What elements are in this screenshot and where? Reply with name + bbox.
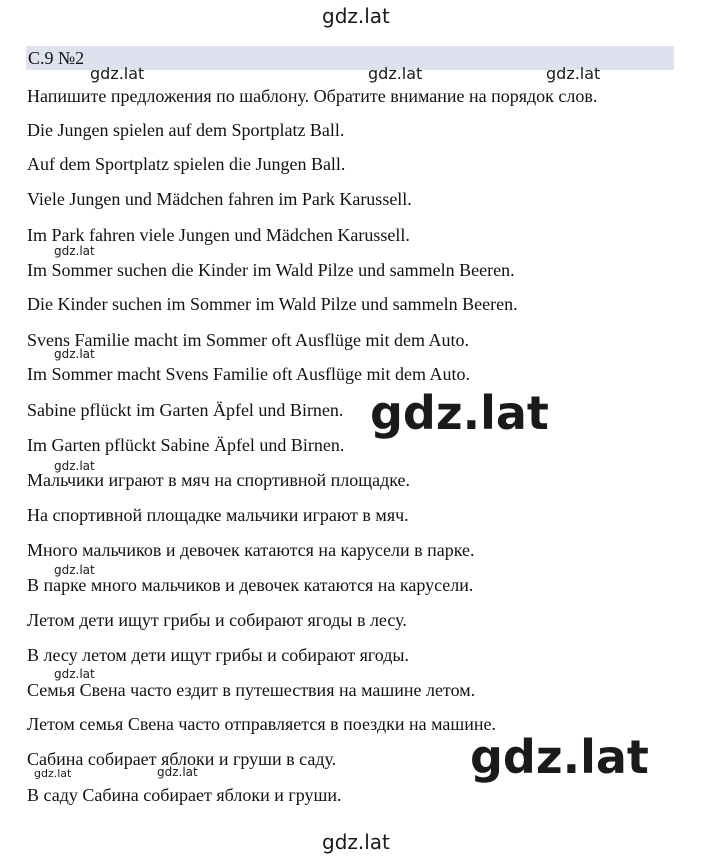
watermark-small: gdz.lat xyxy=(54,563,95,577)
watermark-small: gdz.lat xyxy=(546,64,601,83)
exercise-header: С.9 №2 xyxy=(28,48,85,68)
sentence-line: Семья Свена часто ездит в путешествия на машине летом. xyxy=(27,680,476,700)
sentence-line: Die Jungen spielen auf dem Sportplatz Ball. xyxy=(27,120,345,140)
watermark-bottom: gdz.lat xyxy=(322,830,390,854)
watermark-small: gdz.lat xyxy=(54,244,95,258)
sentence-line: Im Garten pflückt Sabine Äpfel und Birnen. xyxy=(27,435,345,455)
sentence-line: Svens Familie macht im Sommer oft Ausflüge mit dem Auto. xyxy=(27,330,469,350)
sentence-line: На спортивной площадке мальчики играют в мяч. xyxy=(27,505,409,525)
sentence-line: В саду Сабина собирает яблоки и груши. xyxy=(27,785,342,805)
sentence-line: Auf dem Sportplatz spielen die Jungen Ball. xyxy=(27,154,346,174)
watermark-small: gdz.lat xyxy=(54,347,95,361)
sentence-line: Im Park fahren viele Jungen und Mädchen Karussell. xyxy=(27,225,410,245)
watermark-large: gdz.lat xyxy=(370,386,549,440)
watermark-small: gdz.lat xyxy=(90,64,145,83)
watermark-small: gdz.lat xyxy=(54,459,95,473)
sentence-line: Летом дети ищут грибы и собирают ягоды в лесу. xyxy=(27,610,407,630)
sentence-line: Много мальчиков и девочек катаются на карусели в парке. xyxy=(27,540,475,560)
watermark-small: gdz.lat xyxy=(54,667,95,681)
sentence-line: В лесу летом дети ищут грибы и собирают ягоды. xyxy=(27,645,410,665)
sentence-line: Im Sommer suchen die Kinder im Wald Pilze und sammeln Beeren. xyxy=(27,260,515,280)
watermark-top: gdz.lat xyxy=(322,4,390,28)
watermark-small: gdz.lat xyxy=(34,767,72,780)
sentence-line: Sabine pflückt im Garten Äpfel und Birnen. xyxy=(27,400,344,420)
watermark-large: gdz.lat xyxy=(470,730,649,784)
sentence-line: В парке много мальчиков и девочек катаются на карусели. xyxy=(27,575,474,595)
sentence-line: Мальчики играют в мяч на спортивной площадке. xyxy=(27,470,411,490)
sentence-line: Im Sommer macht Svens Familie oft Ausflüge mit dem Auto. xyxy=(27,364,470,384)
sentence-line: Die Kinder suchen im Sommer im Wald Pilze und sammeln Beeren. xyxy=(27,294,518,314)
instruction-text: Напишите предложения по шаблону. Обратите внимание на порядок слов. xyxy=(27,86,598,106)
sentence-line: Viele Jungen und Mädchen fahren im Park Karussell. xyxy=(27,189,412,209)
sentence-line: Летом семья Свена часто отправляется в поездки на машине. xyxy=(27,714,496,734)
watermark-small: gdz.lat xyxy=(157,765,198,779)
sentence-line: Сабина собирает яблоки и груши в саду. xyxy=(27,749,337,769)
watermark-small: gdz.lat xyxy=(368,64,423,83)
